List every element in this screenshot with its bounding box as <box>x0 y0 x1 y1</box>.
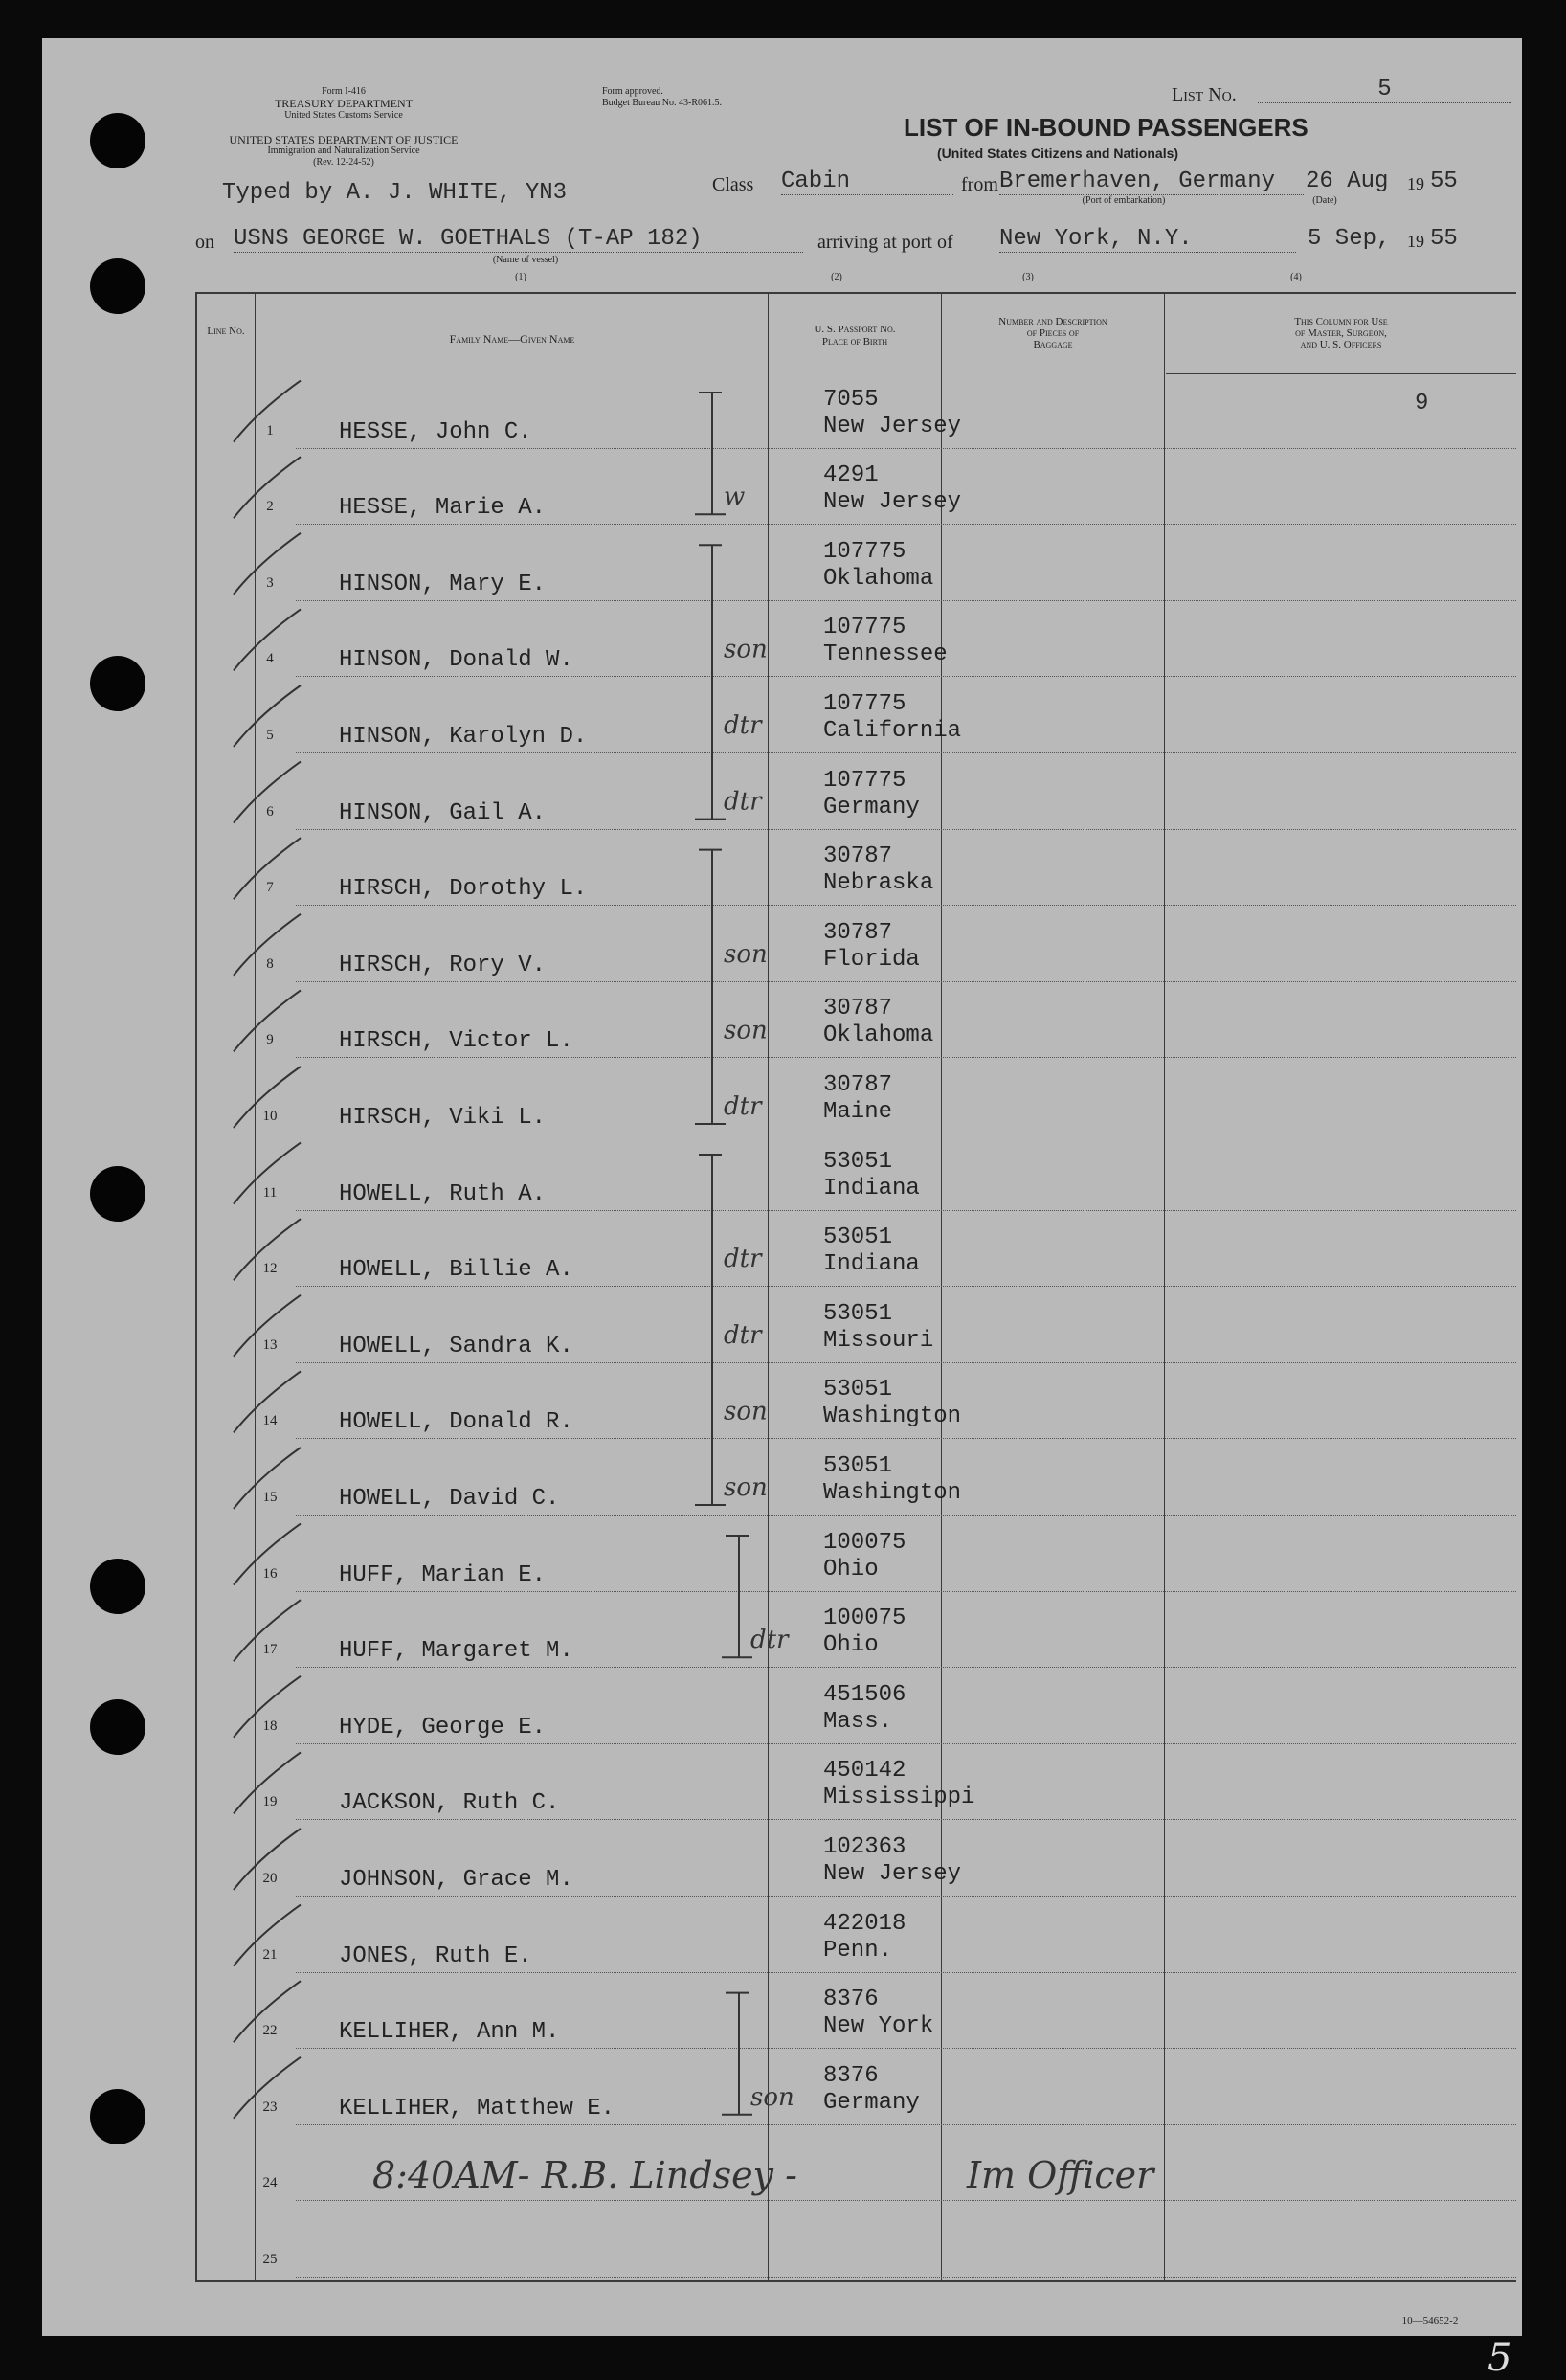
row-number: 17 <box>262 1642 278 1658</box>
check-mark <box>234 2057 301 2119</box>
place-of-birth: Washington <box>823 1403 962 1430</box>
check-mark <box>234 1600 301 1661</box>
handwritten-marks <box>42 38 1522 2336</box>
justice-dept: UNITED STATES DEPARTMENT OF JUSTICE <box>229 133 459 146</box>
passenger-name: HUFF, Marian E. <box>339 1561 547 1588</box>
passenger-name: HIRSCH, Rory V. <box>339 952 547 978</box>
place-of-birth: Mass. <box>823 1708 893 1735</box>
place-of-birth: New York <box>823 2013 934 2040</box>
check-mark <box>234 1448 301 1509</box>
place-of-birth: Germany <box>823 794 920 820</box>
passport-number: 422018 <box>823 1910 906 1937</box>
check-mark <box>234 1524 301 1585</box>
row-number: 13 <box>262 1336 278 1353</box>
form-number: Form I-416 <box>322 86 366 97</box>
col-header-passport: U. S. Passport No. <box>814 324 896 335</box>
passport-number: 8376 <box>823 2062 879 2089</box>
place-of-birth: California <box>823 718 962 744</box>
col-header-name: Family Name—Given Name <box>449 332 575 346</box>
relation-note: son <box>724 635 768 664</box>
place-of-birth: Tennessee <box>823 641 948 668</box>
place-of-birth: Nebraska <box>823 870 934 897</box>
col-num-3: (3) <box>1022 272 1034 282</box>
check-mark <box>234 1752 301 1813</box>
passport-number: 30787 <box>823 1072 893 1098</box>
relation-note: dtr <box>724 711 762 740</box>
check-mark <box>234 838 301 899</box>
passport-number: 451506 <box>823 1681 906 1708</box>
embark-year: 55 <box>1430 168 1458 194</box>
row-number: 10 <box>262 1109 278 1124</box>
passenger-name: HESSE, Marie A. <box>339 495 547 522</box>
relation-note: dtr <box>724 1320 762 1350</box>
check-mark <box>234 1829 301 1890</box>
arrival-port: New York, N.Y. <box>999 226 1296 253</box>
passport-number: 107775 <box>823 538 906 565</box>
embark-year-prefix: 19 <box>1407 174 1424 193</box>
passenger-name: JOHNSON, Grace M. <box>339 1867 573 1893</box>
passport-number: 53051 <box>823 1377 893 1403</box>
punch-hole <box>90 2089 145 2144</box>
punch-hole <box>90 1559 145 1614</box>
relation-note: dtr <box>724 787 762 817</box>
relation-note: dtr <box>724 1245 762 1274</box>
punch-hole <box>90 656 145 711</box>
check-mark <box>234 1981 301 2042</box>
check-mark <box>234 1219 301 1280</box>
row-number: 22 <box>262 2023 278 2039</box>
list-no-label: List No. <box>1172 84 1237 105</box>
punch-hole <box>90 1699 145 1755</box>
passport-number: 107775 <box>823 615 906 641</box>
check-mark <box>234 1067 301 1128</box>
check-mark <box>234 762 301 823</box>
row-number: 21 <box>262 1946 278 1963</box>
passenger-name: HIRSCH, Victor L. <box>339 1028 573 1055</box>
row-number: 3 <box>266 574 274 591</box>
passenger-name: HINSON, Mary E. <box>339 571 547 597</box>
place-of-birth: Washington <box>823 1480 962 1506</box>
place-of-birth: Oklahoma <box>823 1022 934 1049</box>
date-caption: (Date) <box>1312 195 1337 206</box>
on-label: on <box>195 232 214 253</box>
passenger-name: HIRSCH, Dorothy L. <box>339 876 588 903</box>
col-num-1: (1) <box>515 272 526 282</box>
passport-number: 107775 <box>823 691 906 717</box>
treasury-dept: TREASURY DEPARTMENT <box>274 97 414 110</box>
col-header-birth: Place of Birth <box>821 336 888 348</box>
row-number: 9 <box>266 1032 274 1048</box>
officer-signature: Im Officer <box>967 2154 1154 2196</box>
col-header-officers-1: This Column for Use <box>1294 316 1388 327</box>
relation-note: son <box>724 939 768 969</box>
passenger-name: HINSON, Gail A. <box>339 799 547 826</box>
check-mark <box>234 609 301 670</box>
relation-note: w <box>724 483 746 512</box>
place-of-birth: New Jersey <box>823 489 962 516</box>
passport-number: 100075 <box>823 1605 906 1632</box>
relation-note: son <box>750 2082 794 2112</box>
passenger-name: JACKSON, Ruth C. <box>339 1790 560 1817</box>
passport-number: 450142 <box>823 1758 906 1785</box>
customs-service: United States Customs Service <box>284 110 403 121</box>
passport-number: 100075 <box>823 1529 906 1556</box>
passenger-name: KELLIHER, Ann M. <box>339 2019 560 2046</box>
row-number: 11 <box>262 1184 278 1201</box>
passport-number: 30787 <box>823 919 893 946</box>
passport-number: 53051 <box>823 1148 893 1175</box>
row-number: 2 <box>266 499 274 515</box>
passenger-name: HESSE, John C. <box>339 418 532 445</box>
place-of-birth: Indiana <box>823 1175 920 1201</box>
document-title: LIST OF IN-BOUND PASSENGERS <box>904 113 1309 142</box>
col-num-4: (4) <box>1290 272 1302 282</box>
form-approved: Form approved. <box>602 86 663 97</box>
row-number: 19 <box>262 1794 278 1810</box>
passenger-name: HOWELL, Ruth A. <box>339 1180 547 1207</box>
col-header-line-no: Line No. <box>207 326 245 337</box>
passport-number: 107775 <box>823 767 906 794</box>
corner-mark: 5 <box>1488 2336 1512 2380</box>
col-header-officers-3: and U. S. Officers <box>1300 339 1382 350</box>
col-header-officers-2: of Master, Surgeon, <box>1295 327 1387 339</box>
check-mark <box>234 381 301 442</box>
arriving-label: arriving at port of <box>817 232 953 253</box>
passenger-name: KELLIHER, Matthew E. <box>339 2095 615 2122</box>
place-of-birth: Ohio <box>823 1632 879 1659</box>
place-of-birth: Penn. <box>823 1937 893 1964</box>
row-number: 12 <box>262 1261 278 1277</box>
typed-by: Typed by A. J. WHITE, YN3 <box>222 180 568 206</box>
footer-code: 10—54652-2 <box>1401 2315 1459 2326</box>
row-number: 18 <box>262 1718 278 1734</box>
passenger-name: HINSON, Donald W. <box>339 647 573 674</box>
place-of-birth: Mississippi <box>823 1785 975 1811</box>
from-label: from <box>961 174 998 195</box>
punch-hole <box>90 1166 145 1222</box>
row-number: 14 <box>262 1413 278 1429</box>
list-no-value: 5 <box>1258 77 1511 103</box>
check-mark <box>234 457 301 518</box>
arrival-year: 55 <box>1430 226 1458 252</box>
relation-note: son <box>724 1016 768 1045</box>
passenger-name: HINSON, Karolyn D. <box>339 724 588 750</box>
row-number: 7 <box>266 880 274 896</box>
relation-note: son <box>724 1473 768 1502</box>
embark-port-caption: (Port of embarkation) <box>1082 195 1166 206</box>
place-of-birth: Indiana <box>823 1251 920 1278</box>
row-number: 20 <box>262 1871 278 1886</box>
row-number: 6 <box>266 803 274 820</box>
check-mark <box>234 1905 301 1966</box>
passenger-name: HUFF, Margaret M. <box>339 1638 573 1665</box>
place-of-birth: Maine <box>823 1099 893 1125</box>
row-number: 8 <box>266 955 274 972</box>
row-number: 25 <box>262 2252 278 2267</box>
immigration-service: Immigration and Naturalization Service <box>267 146 420 156</box>
passenger-name: HOWELL, Sandra K. <box>339 1333 573 1359</box>
row-number: 1 <box>266 422 274 438</box>
embark-date: 26 Aug <box>1306 168 1389 194</box>
place-of-birth: New Jersey <box>823 1861 962 1887</box>
passenger-name: HOWELL, David C. <box>339 1486 560 1512</box>
passenger-name: HOWELL, Donald R. <box>339 1409 573 1436</box>
check-mark <box>234 533 301 595</box>
class-label: Class <box>712 174 754 195</box>
check-mark <box>234 990 301 1051</box>
row-number: 4 <box>266 651 274 667</box>
passport-number: 102363 <box>823 1834 906 1860</box>
passport-number: 4291 <box>823 462 879 489</box>
place-of-birth: Missouri <box>823 1327 934 1354</box>
row-number: 15 <box>262 1490 278 1505</box>
punch-hole <box>90 258 145 314</box>
passport-number: 30787 <box>823 996 893 1022</box>
passport-number: 53051 <box>823 1224 893 1251</box>
passenger-name: HYDE, George E. <box>339 1714 547 1740</box>
passport-number: 53051 <box>823 1453 893 1479</box>
vessel-name: USNS GEORGE W. GOETHALS (T-AP 182) <box>234 226 803 253</box>
passport-number: 53051 <box>823 1300 893 1327</box>
document-page <box>42 38 1522 2380</box>
class-value: Cabin <box>781 168 953 195</box>
check-mark <box>234 1143 301 1204</box>
check-mark <box>234 685 301 747</box>
embark-port: Bremerhaven, Germany <box>999 168 1304 195</box>
place-of-birth: Oklahoma <box>823 565 934 592</box>
check-mark <box>234 914 301 976</box>
passport-number: 30787 <box>823 843 893 870</box>
check-mark <box>234 1676 301 1738</box>
revision-date: (Rev. 12-24-52) <box>313 157 374 168</box>
passport-number: 8376 <box>823 1987 879 2013</box>
place-of-birth: Ohio <box>823 1556 879 1583</box>
place-of-birth: Germany <box>823 2089 920 2116</box>
passport-number: 7055 <box>823 386 879 413</box>
vessel-caption: (Name of vessel) <box>492 255 559 265</box>
col-header-baggage-2: of Pieces of <box>1026 327 1080 339</box>
arrival-year-prefix: 19 <box>1407 232 1424 251</box>
passenger-name: JONES, Ruth E. <box>339 1942 532 1969</box>
passenger-name: HIRSCH, Viki L. <box>339 1105 547 1131</box>
col-header-baggage-1: Number and Description <box>998 316 1107 327</box>
relation-note: son <box>724 1397 768 1426</box>
row-number: 23 <box>262 2099 278 2115</box>
passenger-name: HOWELL, Billie A. <box>339 1257 573 1284</box>
relation-note: dtr <box>750 1626 789 1655</box>
check-mark <box>234 1295 301 1357</box>
relation-note: dtr <box>724 1092 762 1121</box>
row-number: 16 <box>262 1565 278 1582</box>
officer-mark: 9 <box>1415 391 1429 416</box>
col-num-2: (2) <box>831 272 842 282</box>
arrival-date: 5 Sep, <box>1308 226 1391 252</box>
place-of-birth: Florida <box>823 946 920 973</box>
arrival-time-note: 8:40AM- R.B. Lindsey - <box>372 2154 797 2196</box>
place-of-birth: New Jersey <box>823 413 962 439</box>
budget-bureau: Budget Bureau No. 43-R061.5. <box>602 98 722 108</box>
row-number: 24 <box>262 2175 278 2191</box>
col-header-baggage-3: Baggage <box>1033 339 1073 350</box>
document-subtitle: (United States Citizens and Nationals) <box>937 146 1179 161</box>
punch-hole <box>90 113 145 168</box>
row-number: 5 <box>266 728 274 743</box>
check-mark <box>234 1371 301 1432</box>
